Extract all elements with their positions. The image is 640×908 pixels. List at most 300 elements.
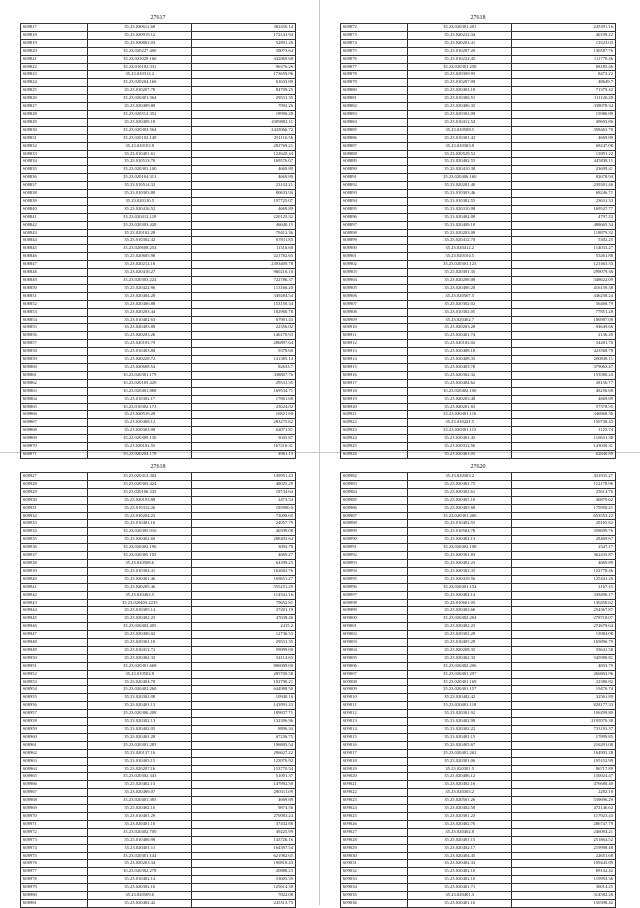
row-amount-cell: 39073.64 (192, 47, 296, 55)
row-code-cell: 35.23.020102.149 (88, 134, 192, 142)
table-row (21, 686, 296, 694)
row-id-cell: 608874 (341, 39, 408, 47)
row-id-cell: 608957 (21, 710, 88, 718)
row-id-cell: 608836 (21, 174, 88, 182)
row-id-cell: 608829 (21, 118, 88, 126)
row-code-cell: 35.23.020301.125 (408, 261, 512, 269)
row-code-cell: 35.23.020303.2 (408, 789, 512, 797)
table-row (341, 662, 616, 670)
row-id-cell: 608877 (341, 63, 408, 71)
row-id-cell: 608863 (21, 387, 88, 395)
table-row (341, 678, 616, 686)
row-amount-cell: 114033.27 (512, 245, 616, 253)
row-code-cell: 35.23.020401.16 (408, 899, 512, 907)
row-amount-cell: 288492.64 (192, 536, 296, 544)
row-code-cell: 35.23.020402.206 (408, 662, 512, 670)
row-amount-cell: 17899.85 (512, 733, 616, 741)
table-row (21, 371, 296, 379)
row-code-cell: 35.23.020301.83 (408, 552, 512, 560)
row-id-cell: 608839 (21, 197, 88, 205)
row-code-cell: 35.23.020406.02 (88, 631, 192, 639)
table-row (341, 261, 616, 269)
row-id-cell: 608835 (21, 166, 88, 174)
row-id-cell: 609005 (341, 654, 408, 662)
row-amount-cell: 4797.23 (512, 213, 616, 221)
row-code-cell: 35.23.020402.05 (88, 726, 192, 734)
row-amount-cell: 53605.39 (192, 876, 296, 884)
row-code-cell: 35.23.020402.100 (408, 387, 512, 395)
row-amount-cell: 9874.56 (192, 805, 296, 813)
table-row (341, 63, 616, 71)
table-row (21, 718, 296, 726)
table-row (341, 623, 616, 631)
row-id-cell: 608910 (341, 324, 408, 332)
row-id-cell: 608886 (341, 134, 408, 142)
row-amount-cell: 379063.47 (512, 363, 616, 371)
row-code-cell: 35.23.020208.08 (408, 277, 512, 285)
row-code-cell: 35.23.020309.95 (408, 71, 512, 79)
table-row (341, 710, 616, 718)
table-row (341, 654, 616, 662)
row-amount-cell: 4833.79 (512, 662, 616, 670)
table-row (341, 702, 616, 710)
row-code-cell: 35.23.010403.15 (88, 757, 192, 765)
row-id-cell: 608820 (21, 47, 88, 55)
row-id-cell: 608848 (21, 269, 88, 277)
table-row (21, 332, 296, 340)
row-amount-cell: 5302.25 (512, 237, 616, 245)
row-id-cell: 608911 (341, 332, 408, 340)
row-amount-cell: 476680.40 (512, 781, 616, 789)
table-row (21, 379, 296, 387)
table-row (21, 583, 296, 591)
row-amount-cell: 143030.31 (512, 443, 616, 451)
row-amount-cell: 150024.47 (512, 773, 616, 781)
row-code-cell: 35.23.020409.18 (88, 118, 192, 126)
row-id-cell: 608880 (341, 87, 408, 95)
row-id-cell: 609021 (341, 781, 408, 789)
row-id-cell: 608852 (21, 300, 88, 308)
row-amount-cell: 13991.22 (512, 150, 616, 158)
table-row (341, 488, 616, 496)
row-amount-cell: 122620.44 (192, 150, 296, 158)
table-row (21, 828, 296, 836)
row-id-cell: 608843 (21, 229, 88, 237)
page-number: 27618 (150, 464, 166, 470)
table-row (21, 654, 296, 662)
table-row (21, 450, 296, 458)
table-row (21, 443, 296, 451)
table-row (341, 237, 616, 245)
row-code-cell: 35.23.020406.20 (408, 284, 512, 292)
row-id-cell: 608872 (341, 24, 408, 32)
row-code-cell: 35.23.020303.428 (88, 221, 192, 229)
table-row (21, 536, 296, 544)
table-row (21, 623, 296, 631)
row-id-cell: 608962 (21, 749, 88, 757)
row-id-cell: 608901 (341, 253, 408, 261)
row-code-cell: 35.23.020302.343 (88, 773, 192, 781)
row-id-cell: 608914 (341, 356, 408, 364)
row-code-cell: 35.23.020222.34 (408, 31, 512, 39)
row-amount-cell: 431935.27 (512, 473, 616, 481)
table-row (341, 95, 616, 103)
row-id-cell: 608856 (21, 332, 88, 340)
row-amount-cell: 96376.26 (192, 63, 296, 71)
row-amount-cell: 68185.46 (512, 63, 616, 71)
row-amount-cell: 245313.73 (192, 899, 296, 907)
row-id-cell: 608998 (341, 599, 408, 607)
row-amount-cell: 189837.71 (192, 710, 296, 718)
row-id-cell: 608960 (21, 733, 88, 741)
table-row (341, 820, 616, 828)
row-id-cell: 608966 (21, 781, 88, 789)
table-row (21, 213, 296, 221)
table-row (341, 24, 616, 32)
row-amount-cell: 109443.89 (512, 860, 616, 868)
row-code-cell: 35.23.020402.42 (408, 694, 512, 702)
row-amount-cell: 12736.53 (192, 631, 296, 639)
row-code-cell: 35.23.020204.166 (88, 79, 192, 87)
table-row (21, 599, 296, 607)
row-amount-cell: 111778.46 (512, 55, 616, 63)
row-code-cell: 35.23.020402.15 (88, 781, 192, 789)
row-amount-cell: 29165.62 (512, 520, 616, 528)
row-amount-cell: 338807.76 (192, 371, 296, 379)
row-id-cell: 609018 (341, 757, 408, 765)
row-id-cell: 608842 (21, 221, 88, 229)
row-id-cell: 609006 (341, 662, 408, 670)
row-code-cell: 35.23.010402.14 (88, 876, 192, 884)
row-id-cell: 608824 (21, 79, 88, 87)
row-code-cell: 35.23.020303.8 (408, 142, 512, 150)
row-amount-cell: 472146.62 (512, 805, 616, 813)
row-code-cell: 35.23.020412.118 (88, 213, 192, 221)
table-row (21, 899, 296, 907)
table-row (21, 411, 296, 419)
row-id-cell: 608892 (341, 182, 408, 190)
row-amount-cell: 644988.50 (192, 686, 296, 694)
row-id-cell: 608889 (341, 158, 408, 166)
row-id-cell: 608831 (21, 134, 88, 142)
table-row (341, 559, 616, 567)
table-row (341, 836, 616, 844)
table-row (21, 480, 296, 488)
row-amount-cell: 8896.34 (192, 726, 296, 734)
row-id-cell: 608909 (341, 316, 408, 324)
table-row (341, 797, 616, 805)
row-amount-cell: 113166.20 (192, 284, 296, 292)
row-id-cell: 608903 (341, 269, 408, 277)
row-amount-cell: 280311.09 (192, 789, 296, 797)
row-amount-cell: 18734.64 (192, 488, 296, 496)
row-id-cell: 608822 (21, 63, 88, 71)
table-row (21, 324, 296, 332)
data-table (340, 23, 616, 459)
row-id-cell: 608861 (21, 371, 88, 379)
row-code-cell: 35.23.020303.2 (408, 473, 512, 481)
row-code-cell: 35.23.020110.5 (88, 197, 192, 205)
row-id-cell: 608930 (21, 496, 88, 504)
table-row (341, 182, 616, 190)
table-row (21, 726, 296, 734)
row-amount-cell: 246094.21 (512, 828, 616, 836)
row-id-cell: 608881 (341, 95, 408, 103)
table-row (341, 324, 616, 332)
row-id-cell: 608980 (21, 892, 88, 900)
table-row (21, 182, 296, 190)
table-row (341, 435, 616, 443)
table-row (341, 504, 616, 512)
row-code-cell: 35.23.020301.35 (408, 269, 512, 277)
row-code-cell: 35.23.020303.224 (88, 277, 192, 285)
row-code-cell: 35.23.020301.258 (408, 63, 512, 71)
row-id-cell: 608958 (21, 718, 88, 726)
table-row (341, 190, 616, 198)
table-row (341, 277, 616, 285)
row-id-cell: 608952 (21, 670, 88, 678)
row-id-cell: 608869 (21, 435, 88, 443)
row-code-cell: 35.23.020104.5 (408, 253, 512, 261)
row-id-cell: 608858 (21, 348, 88, 356)
row-code-cell: 35.23.020301.201 (408, 24, 512, 32)
row-code-cell: 35.23.010222.45 (408, 55, 512, 63)
row-amount-cell: 153770.54 (192, 765, 296, 773)
table-row (341, 142, 616, 150)
row-id-cell: 608965 (21, 773, 88, 781)
row-code-cell: 35.23.020401.169 (408, 678, 512, 686)
row-code-cell: 35.23.010513.78 (88, 158, 192, 166)
row-id-cell: 608885 (341, 126, 408, 134)
row-id-cell: 609035 (341, 892, 408, 900)
row-amount-cell: 175950.21 (512, 504, 616, 512)
table-row (341, 229, 616, 237)
row-amount-cell: 29531.35 (192, 379, 296, 387)
table-row (21, 773, 296, 781)
table-row (341, 805, 616, 813)
row-id-cell: 608917 (341, 379, 408, 387)
row-amount-cell: 251116.56 (192, 134, 296, 142)
row-amount-cell: 2473.54 (192, 496, 296, 504)
row-code-cell: 35.23.020312.2 (88, 71, 192, 79)
table-row (341, 158, 616, 166)
table-row (341, 31, 616, 39)
row-code-cell: 35.23.020508.6 (88, 559, 192, 567)
table-row (21, 733, 296, 741)
row-code-cell: 35.23.010207.20 (408, 47, 512, 55)
row-id-cell: 608937 (21, 552, 88, 560)
row-amount-cell: 79412.36 (192, 229, 296, 237)
table-row (21, 103, 296, 111)
table-row (341, 340, 616, 348)
row-id-cell: 608945 (21, 615, 88, 623)
row-code-cell: 35.23.010406.98 (88, 836, 192, 844)
row-id-cell: 608927 (21, 473, 88, 481)
row-code-cell: 35.23.020104.313 (88, 174, 192, 182)
row-amount-cell: 4669.89 (512, 395, 616, 403)
row-amount-cell: 24057.79 (192, 520, 296, 528)
row-code-cell: 35.23.020204.178 (88, 450, 192, 458)
row-id-cell: 608871 (21, 450, 88, 458)
row-amount-cell: 8473.22 (512, 71, 616, 79)
row-code-cell: 35.23.020608.54 (88, 363, 192, 371)
row-amount-cell: 77851.28 (512, 308, 616, 316)
table-row (341, 450, 616, 458)
row-code-cell: 35.23.020802.03 (88, 39, 192, 47)
row-amount-cell: 4669.27 (192, 552, 296, 560)
row-id-cell: 608908 (341, 308, 408, 316)
row-code-cell: 35.23.020516.28 (88, 411, 192, 419)
table-row (21, 71, 296, 79)
row-code-cell: 35.23.020306.208 (88, 710, 192, 718)
table-row (341, 79, 616, 87)
row-amount-cell: 67236.75 (192, 733, 296, 741)
row-code-cell: 35.23.020402.98 (408, 718, 512, 726)
row-code-cell: 35.23.020402.10 (408, 868, 512, 876)
row-id-cell: 608823 (21, 71, 88, 79)
table-row (21, 387, 296, 395)
table-row (21, 24, 296, 32)
row-code-cell: 35.23.020208.35 (408, 646, 512, 654)
row-amount-cell: 51001.37 (192, 773, 296, 781)
table-row (21, 126, 296, 134)
row-amount-cell: 13984.08 (512, 631, 616, 639)
row-amount-cell: 282769.21 (192, 142, 296, 150)
row-id-cell: 608819 (21, 39, 88, 47)
row-code-cell: 35.23.020402.7 (408, 316, 512, 324)
row-id-cell: 608844 (21, 237, 88, 245)
row-code-cell: 35.23.020403.88 (88, 324, 192, 332)
row-id-cell: 608940 (21, 575, 88, 583)
row-id-cell: 608855 (21, 324, 88, 332)
table-row (341, 197, 616, 205)
row-id-cell: 608974 (21, 844, 88, 852)
row-id-cell: 608828 (21, 110, 88, 118)
row-code-cell: 35.23.020605.98 (88, 253, 192, 261)
row-id-cell: 608875 (341, 47, 408, 55)
row-id-cell: 608818 (21, 31, 88, 39)
table-row (21, 427, 296, 435)
row-code-cell: 35.23.020302.32 (408, 371, 512, 379)
table-row (341, 726, 616, 734)
row-code-cell: 35.23.010412.54 (408, 118, 512, 126)
table-row (341, 387, 616, 395)
row-code-cell: 35.23.020408.35 (408, 356, 512, 364)
table-row (341, 150, 616, 158)
table-row (341, 607, 616, 615)
row-code-cell: 35.23.020221.5 (408, 419, 512, 427)
row-amount-cell: 185900.0 (192, 504, 296, 512)
row-id-cell: 608964 (21, 765, 88, 773)
row-code-cell: 35.23.020402.700 (88, 828, 192, 836)
table-row (341, 567, 616, 575)
row-amount-cell: 382450.14 (192, 24, 296, 32)
row-code-cell: 35.23.010401.29 (88, 812, 192, 820)
row-id-cell: 608944 (21, 607, 88, 615)
row-code-cell: 35.23.020102.02 (408, 340, 512, 348)
row-amount-cell: 245391.16 (512, 24, 616, 32)
row-amount-cell: 152778.46 (512, 567, 616, 575)
row-code-cell: 35.23.020302.16 (88, 884, 192, 892)
row-amount-cell: 46879.62 (512, 496, 616, 504)
row-code-cell: 35.23.020302.35 (408, 567, 512, 575)
row-code-cell: 35.23.020227.406 (88, 47, 192, 55)
row-amount-cell: 266863.96 (512, 670, 616, 678)
row-id-cell: 608928 (21, 480, 88, 488)
row-code-cell: 35.23.020205.46 (88, 583, 192, 591)
row-amount-cell: 10940.16 (192, 694, 296, 702)
row-amount-cell: 270983.24 (192, 812, 296, 820)
row-code-cell: 35.23.020402.5 (88, 591, 192, 599)
row-id-cell: 608953 (21, 678, 88, 686)
row-id-cell: 609022 (341, 789, 408, 797)
table-row (21, 110, 296, 118)
row-id-cell: 608950 (21, 654, 88, 662)
row-amount-cell: 22386.82 (512, 678, 616, 686)
row-amount-cell: 1125.74 (512, 427, 616, 435)
table-row (341, 496, 616, 504)
row-amount-cell: 442869.68 (192, 55, 296, 63)
row-amount-cell: 143991.23 (192, 702, 296, 710)
row-id-cell: 608830 (21, 126, 88, 134)
row-id-cell: 608943 (21, 599, 88, 607)
row-amount-cell: 162682.76 (192, 567, 296, 575)
row-id-cell: 609001 (341, 623, 408, 631)
table-row (341, 520, 616, 528)
row-code-cell: 35.23.020402.260 (88, 686, 192, 694)
table-row (341, 363, 616, 371)
row-code-cell: 35.23.020301.206 (408, 512, 512, 520)
row-amount-cell: 7992.26 (192, 103, 296, 111)
row-amount-cell: 141385.14 (192, 356, 296, 364)
row-code-cell: 35.23.020404.70 (88, 678, 192, 686)
row-code-cell: 35.23.010502.8 (88, 670, 192, 678)
row-amount-cell: 11316.68 (192, 245, 296, 253)
row-id-cell: 608860 (21, 363, 88, 371)
page-panel (340, 462, 616, 905)
row-id-cell: 608959 (21, 726, 88, 734)
row-id-cell: 609036 (341, 899, 408, 907)
row-code-cell: 35.23.020408.18 (408, 348, 512, 356)
row-amount-cell: 20888.23 (192, 868, 296, 876)
row-code-cell: 35.23.020103.79 (88, 340, 192, 348)
table-row (341, 599, 616, 607)
row-code-cell: 35.23.020301.92 (408, 710, 512, 718)
table-row (21, 300, 296, 308)
row-code-cell: 35.23.020402.25 (88, 615, 192, 623)
row-amount-cell: 251864.52 (512, 836, 616, 844)
table-row (341, 575, 616, 583)
row-amount-cell: 346868.36 (512, 411, 616, 419)
row-amount-cell: 150398.42 (512, 899, 616, 907)
row-amount-cell: 17861.68 (192, 395, 296, 403)
table-row (341, 395, 616, 403)
row-amount-cell: 358699.76 (512, 528, 616, 536)
row-amount-cell: 423568.78 (512, 348, 616, 356)
row-amount-cell: 296627.22 (192, 749, 296, 757)
row-code-cell: 35.23.020203.44 (88, 308, 192, 316)
table-row (341, 852, 616, 860)
row-amount-cell: 445838.11 (512, 158, 616, 166)
row-id-cell: 608948 (21, 639, 88, 647)
row-id-cell: 608821 (21, 55, 88, 63)
row-id-cell: 608926 (341, 450, 408, 458)
table-row (21, 356, 296, 364)
row-amount-cell: 169576.07 (192, 158, 296, 166)
row-amount-cell: 555251.29 (192, 583, 296, 591)
row-id-cell: 609000 (341, 615, 408, 623)
row-id-cell: 608876 (341, 55, 408, 63)
